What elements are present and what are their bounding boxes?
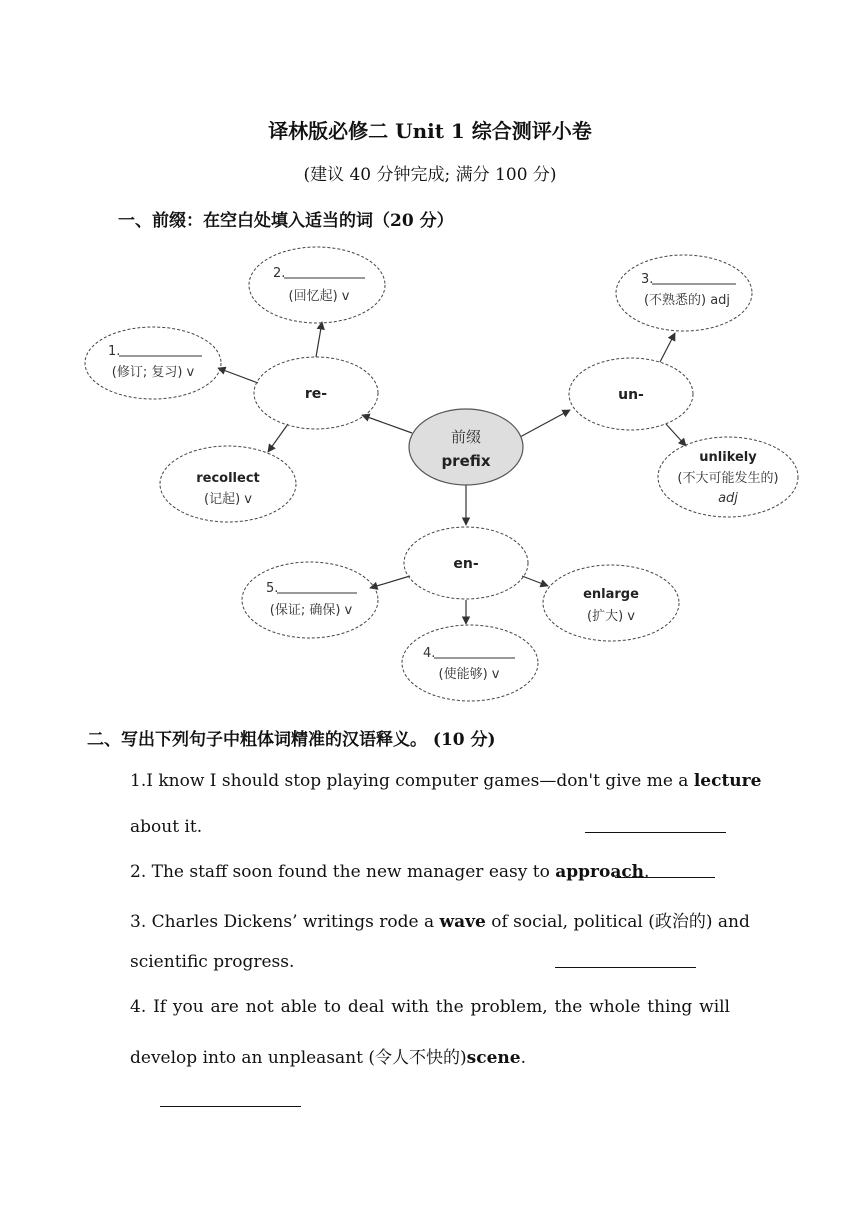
question-4-line-2 bbox=[130, 1043, 526, 1068]
node-4-number: 4. bbox=[423, 646, 436, 661]
node-2-gloss: (回忆起) v bbox=[288, 289, 350, 304]
question-2-keyword: approach bbox=[555, 862, 645, 882]
node-recollect-word: recollect bbox=[196, 471, 260, 486]
node-1-number: 1. bbox=[108, 344, 121, 359]
node-4-gloss: (使能够) v bbox=[438, 667, 500, 682]
question-4-text: develop into an unpleasant (令人不快的) bbox=[130, 1048, 467, 1068]
node-1 bbox=[85, 327, 221, 399]
question-3-line-2 bbox=[130, 952, 294, 972]
question-2-text: 2. The staff soon found the new manager easy to bbox=[130, 862, 556, 882]
node-5 bbox=[242, 562, 378, 638]
arrow-un-3 bbox=[660, 333, 675, 362]
page-subtitle: (建议 40 分钟完成; 满分 100 分) bbox=[303, 165, 557, 185]
question-1-text: 1.I know I should stop playing computer games—don't give me a bbox=[130, 771, 694, 791]
node-5-number: 5. bbox=[266, 581, 279, 596]
arrow-center-re bbox=[362, 415, 412, 433]
node-enlarge bbox=[543, 565, 679, 641]
node-un-label: un- bbox=[618, 387, 644, 403]
node-2-number: 2. bbox=[273, 266, 286, 281]
prefix-mind-map bbox=[75, 245, 815, 710]
question-1-text-cont: about it. bbox=[130, 817, 203, 837]
question-3-text-end: of social, political (政治的) and bbox=[485, 912, 750, 932]
arrow-un-unlikely bbox=[666, 424, 686, 446]
question-2-line bbox=[130, 862, 649, 882]
node-3-gloss: (不熟悉的) adj bbox=[643, 293, 731, 308]
question-4-answer-blank[interactable] bbox=[160, 1092, 301, 1107]
question-2-text-end: . bbox=[644, 862, 650, 882]
question-3-keyword: wave bbox=[439, 912, 486, 932]
node-5-gloss: (保证; 确保) v bbox=[269, 603, 353, 618]
arrow-center-un bbox=[520, 410, 570, 437]
node-re-label: re- bbox=[304, 386, 328, 402]
arrow-en-enlarge bbox=[522, 576, 548, 586]
question-3-answer-blank[interactable] bbox=[555, 953, 696, 968]
question-4-keyword: scene bbox=[466, 1048, 521, 1068]
question-2-answer-blank[interactable] bbox=[615, 863, 715, 878]
question-3-text-cont: scientific progress. bbox=[130, 952, 295, 972]
question-3-text: 3. Charles Dickens’ writings rode a bbox=[130, 912, 440, 932]
node-3-number: 3. bbox=[641, 272, 654, 287]
node-en-label: en- bbox=[453, 556, 479, 572]
node-center bbox=[409, 409, 523, 485]
page-title: 译林版必修二 Unit 1 综合测评小卷 bbox=[268, 119, 592, 143]
question-1-keyword: lecture bbox=[693, 771, 762, 791]
arrow-re-1 bbox=[218, 368, 258, 383]
question-3-line-1 bbox=[130, 907, 750, 932]
node-4 bbox=[402, 625, 538, 701]
arrow-re-2 bbox=[316, 322, 322, 357]
center-label-zh: 前缀 bbox=[450, 428, 482, 446]
node-2 bbox=[249, 247, 385, 323]
question-4-text-end: . bbox=[520, 1048, 526, 1068]
node-enlarge-word: enlarge bbox=[583, 587, 639, 602]
node-unlikely-word: unlikely bbox=[699, 450, 757, 465]
arrow-en-5 bbox=[370, 576, 410, 588]
node-unlikely-gloss: (不大可能发生的) bbox=[677, 471, 779, 486]
question-1-answer-blank[interactable] bbox=[585, 818, 726, 833]
node-1-gloss: (修订; 复习) v bbox=[111, 365, 195, 380]
question-1-line-1 bbox=[130, 771, 761, 791]
node-enlarge-gloss: (扩大) v bbox=[587, 609, 635, 624]
node-recollect-gloss: (记起) v bbox=[204, 492, 252, 507]
node-unlikely-pos: adj bbox=[718, 491, 738, 506]
question-1-line-2 bbox=[130, 817, 202, 837]
center-label-en: prefix bbox=[441, 452, 491, 470]
question-4-line-1: 4. If you are not able to deal with the problem, the whole thing will bbox=[130, 997, 730, 1017]
section-2-heading: 二、写出下列句子中粗体词精准的汉语释义。 (10 分) bbox=[87, 730, 496, 750]
section-1-heading: 一、前缀：在空白处填入适当的词（20 分） bbox=[118, 211, 454, 231]
arrow-re-recollect bbox=[268, 424, 288, 452]
